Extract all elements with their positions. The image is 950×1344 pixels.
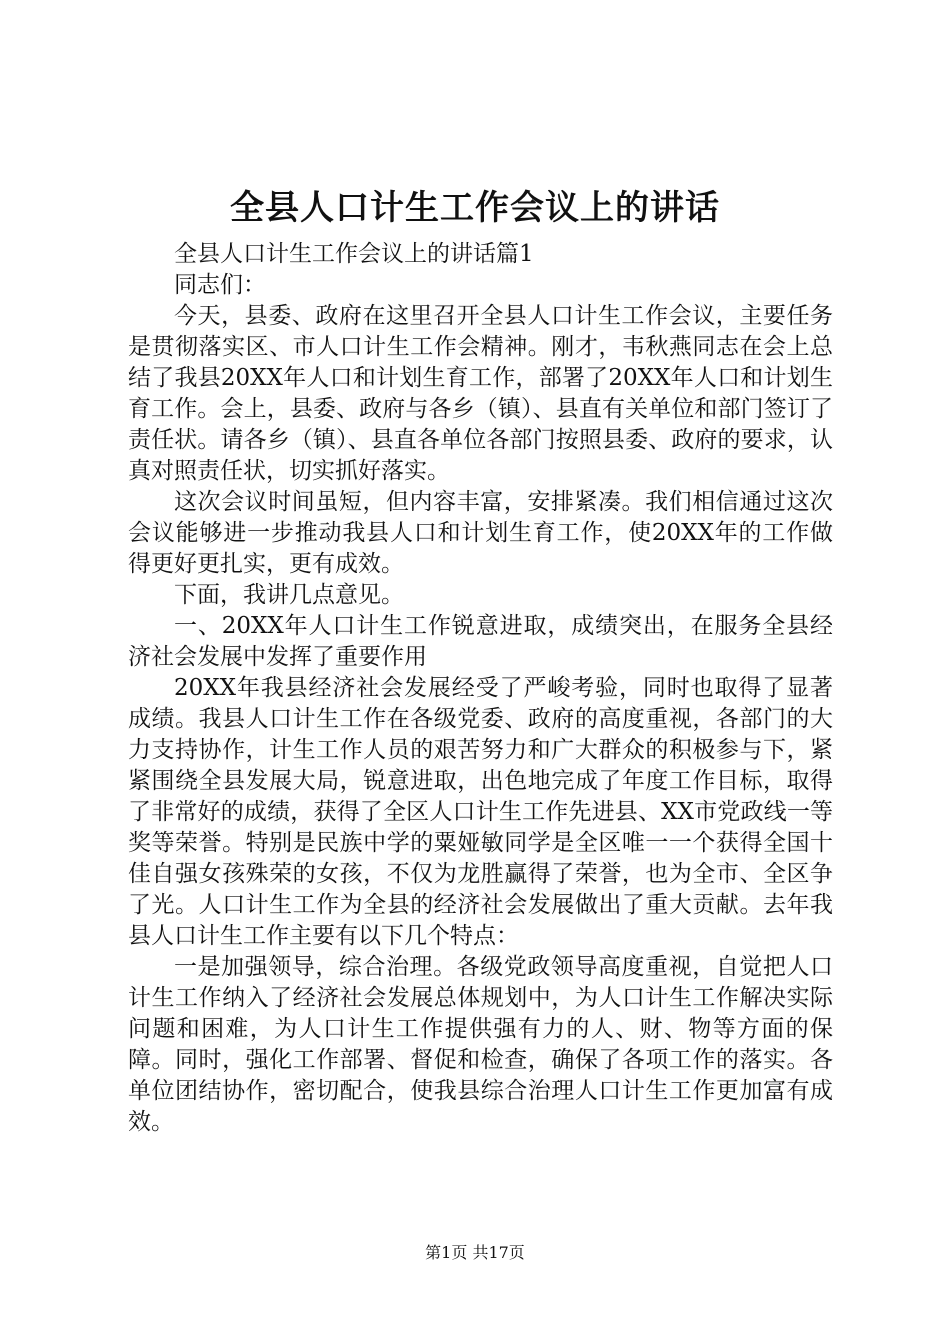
document-title: 全县人口计生工作会议上的讲话: [230, 188, 720, 228]
paragraph: 20XX年我县经济社会发展经受了严峻考验，同时也取得了显著成绩。我县人口计生工作在各级党委、政府的高度重视，各部门的大力支持协作，计生工作人员的艰苦努力和广大群众的积极参与下，紧紧围绕全县发展大局，锐意进取，出色地完成了年度工作目标，取得了非常好的成绩，获得了全区人口计生工作先进县、XX市党政线一等奖等荣誉。特别是民族中学的粟娅敏同学是全区唯一一个获得全国十佳自强女孩殊荣的女孩，不仅为龙胜赢得了荣誉，也为全市、全区争了光。人口计生工作为全县的经济社会发展做出了重大贡献。去年我县人口计生工作主要有以下几个特点：: [128, 675, 833, 949]
paragraph: 下面，我讲几点意见。: [174, 582, 404, 608]
page-footer: [0, 1241, 950, 1265]
salutation: 同志们：: [174, 272, 266, 298]
page-indicator: 第1页 共17页: [425, 1243, 525, 1262]
document-body: [128, 239, 833, 1138]
paragraph: 一、20XX年人口计生工作锐意进取，成绩突出，在服务全县经济社会发展中发挥了重要作用: [128, 613, 833, 670]
section-heading: 全县人口计生工作会议上的讲话篇1: [174, 241, 534, 267]
paragraph: 一是加强领导，综合治理。各级党政领导高度重视，自觉把人口计生工作纳入了经济社会发展总体规划中，为人口计生工作解决实际问题和困难，为人口计生工作提供强有力的人、财、物等方面的保障。同时，强化工作部署、督促和检查，确保了各项工作的落实。各单位团结协作，密切配合，使我县综合治理人口计生工作更加富有成效。: [128, 954, 833, 1135]
paragraph: 这次会议时间虽短，但内容丰富，安排紧凑。我们相信通过这次会议能够进一步推动我县人口和计划生育工作，使20XX年的工作做得更好更扎实，更有成效。: [128, 489, 833, 577]
paragraph: 今天，县委、政府在这里召开全县人口计生工作会议，主要任务是贯彻落实区、市人口计生工作会精神。刚才，韦秋燕同志在会上总结了我县20XX年人口和计划生育工作，部署了20XX年人口和计划生育工作。会上，县委、政府与各乡（镇）、县直有关单位和部门签订了责任状。请各乡（镇）、县直各单位各部门按照县委、政府的要求，认真对照责任状，切实抓好落实。: [128, 303, 833, 484]
